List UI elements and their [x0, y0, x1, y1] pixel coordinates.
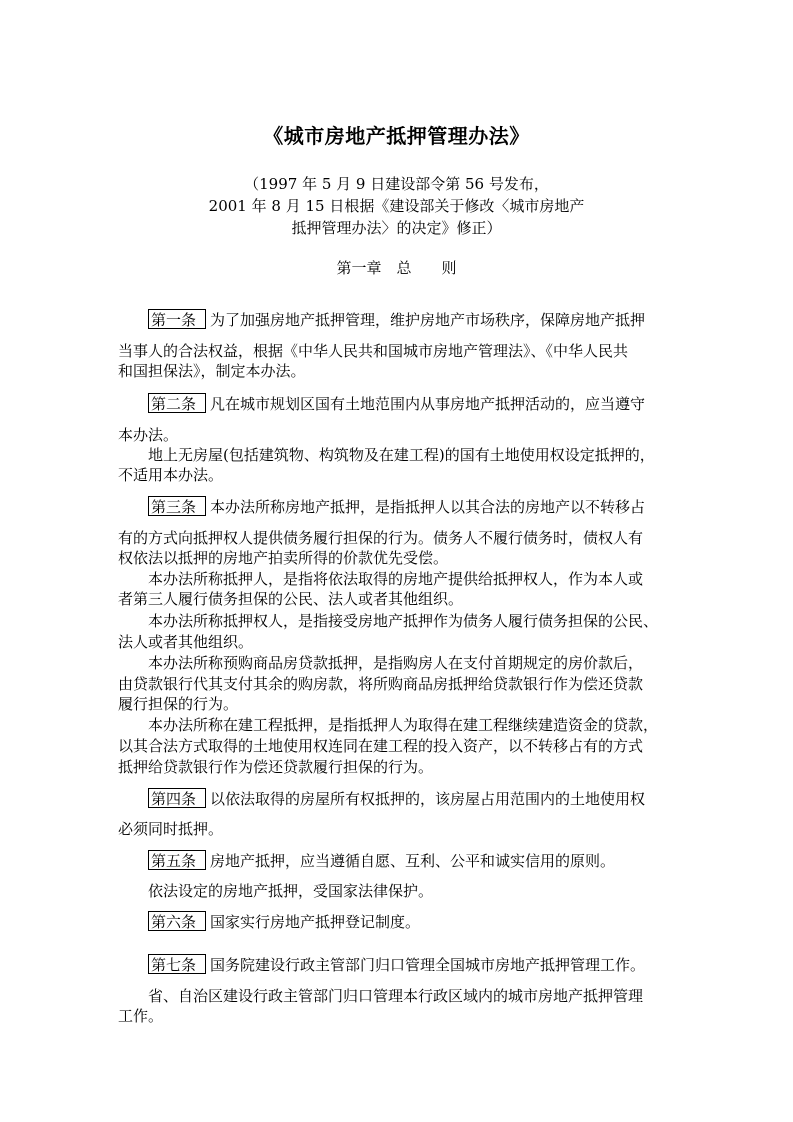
article-text: 权依法以抵押的房地产拍卖所得的价款优先受偿。: [118, 549, 449, 567]
article-text: 必须同时抵押。: [118, 820, 224, 838]
article-label: 第七条: [148, 954, 206, 974]
article-text: 依法设定的房地产抵押，受国家法律保护。: [148, 882, 434, 900]
subtitle-line-3: 抵押管理办法〉的决定》修正）: [291, 219, 502, 237]
article-text: 者第三人履行债务担保的公民、法人或者其他组织。: [118, 590, 464, 608]
article-label: 第一条: [148, 309, 206, 329]
article-text: 履行担保的行为。: [118, 695, 239, 713]
article-4: [148, 788, 678, 809]
article-text: 以依法取得的房屋所有权抵押的，该房屋占用范围内的土地使用权: [210, 790, 646, 808]
article-label: 第五条: [148, 850, 206, 870]
article-label: 第二条: [148, 393, 206, 413]
article-text: 不适用本办法。: [118, 466, 224, 484]
article-text: 本办法所称预购商品房贷款抵押，是指购房人在支付首期规定的房价款后，: [148, 654, 644, 672]
article-text: 国家实行房地产抵押登记制度。: [210, 913, 421, 931]
article-label: 第三条: [148, 496, 206, 516]
article-text: 由贷款银行代其支付其余的购房款，将所购商品房抵押给贷款银行作为偿还贷款: [118, 675, 644, 693]
article-label: 第四条: [148, 788, 206, 808]
article-text: 本办法所称房地产抵押，是指抵押人以其合法的房地产以不转移占: [210, 498, 646, 516]
article-text: 房地产抵押，应当遵循自愿、互利、公平和诚实信用的原则。: [210, 852, 616, 870]
article-text: 抵押给贷款银行作为偿还贷款履行担保的行为。: [118, 758, 434, 776]
subtitle-line-2: 2001 年 8 月 15 日根据《建设部关于修改〈城市房地产: [208, 197, 585, 215]
article-text: 本办法。: [118, 426, 179, 444]
article-text: 工作。: [118, 1007, 164, 1025]
chapter-heading: 第一章 总 则: [336, 259, 457, 277]
article-text: 省、自治区建设行政主管部门归口管理本行政区域内的城市房地产抵押管理: [148, 987, 644, 1005]
article-text: 国务院建设行政主管部门归口管理全国城市房地产抵押管理工作。: [210, 956, 646, 974]
article-text: 本办法所称抵押权人，是指接受房地产抵押作为债务人履行债务担保的公民、: [148, 612, 659, 630]
article-text: 当事人的合法权益，根据《中华人民共和国城市房地产管理法》、《中华人民共: [118, 342, 629, 360]
article-text: 本办法所称抵押人，是指将依法取得的房地产提供给抵押权人，作为本人或: [148, 570, 644, 588]
article-text: 有的方式向抵押权人提供债务履行担保的行为。债务人不履行债务时，债权人有: [118, 529, 644, 547]
article-2: [148, 393, 678, 414]
article-text: 凡在城市规划区国有土地范围内从事房地产抵押活动的，应当遵守: [210, 395, 646, 413]
article-5: [148, 850, 678, 871]
article-3: [148, 496, 678, 517]
article-text: 和国担保法》，制定本办法。: [118, 362, 306, 380]
article-1: [148, 309, 678, 330]
article-text: 法人或者其他组织。: [118, 633, 254, 651]
article-text: 本办法所称在建工程抵押，是指抵押人为取得在建工程继续建造资金的贷款，: [148, 716, 659, 734]
article-6: [148, 911, 678, 932]
article-label: 第六条: [148, 911, 206, 931]
article-text: 为了加强房地产抵押管理，维护房地产市场秩序，保障房地产抵押: [210, 311, 646, 329]
article-text: 地上无房屋(包括建筑物、构筑物及在建工程)的国有土地使用权设定抵押的，: [148, 446, 655, 464]
article-text: 以其合法方式取得的土地使用权连同在建工程的投入资产，以不转移占有的方式: [118, 737, 644, 755]
subtitle-line-1: （1997 年 5 月 9 日建设部令第 56 号发布，: [244, 175, 549, 193]
article-7: [148, 954, 678, 975]
document-title: 《城市房地产抵押管理办法》: [263, 124, 530, 148]
